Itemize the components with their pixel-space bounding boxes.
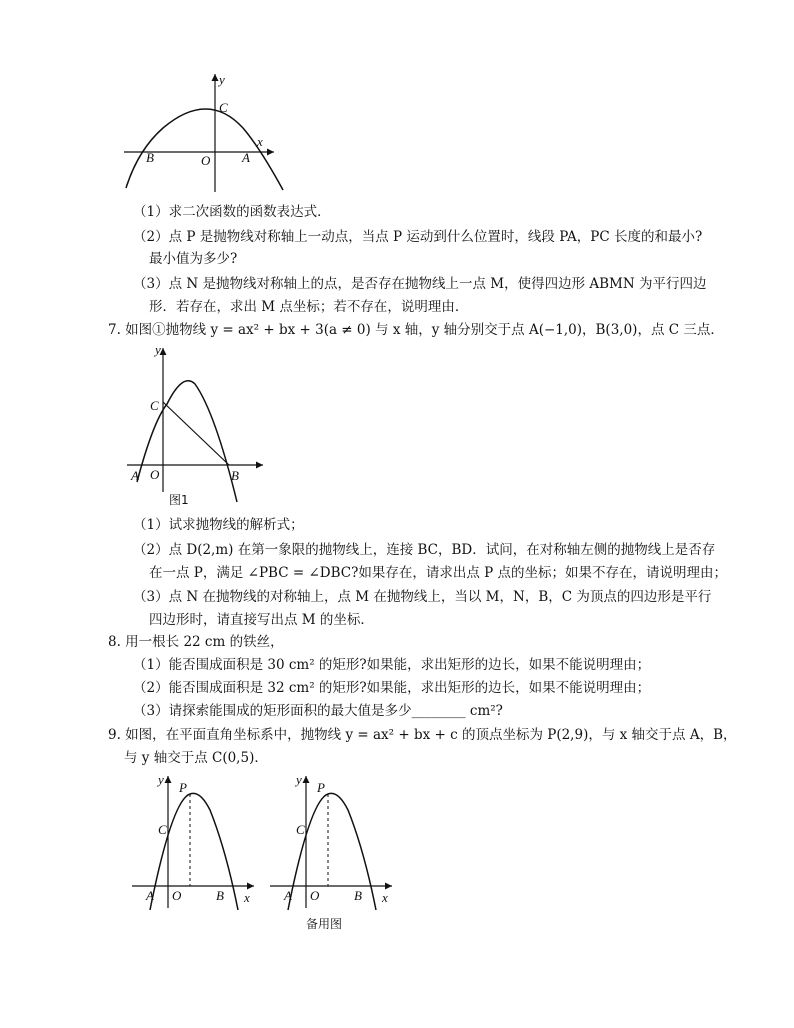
- p8-question-2: （2）能否围成面积是 32 cm² 的矩形?如果能，求出矩形的边长，如果不能说明理由；: [133, 680, 651, 696]
- origin-label: O: [150, 467, 160, 482]
- point-c-label: C: [219, 100, 228, 115]
- y-axis-label: y: [155, 342, 161, 357]
- p7-question-3-cont: 四边形时，请直接写出点 M 的坐标．: [149, 612, 374, 628]
- point-p-label: P: [179, 780, 187, 795]
- problem6-figure: [118, 70, 288, 195]
- origin-label: O: [201, 153, 211, 168]
- p7-question-3: （3）点 N 在抛物线的对称轴上，点 M 在抛物线上，当以 M，N，B，C 为顶点的四边形是平行: [133, 589, 712, 605]
- point-a-label: A: [131, 468, 139, 483]
- p9-stem-cont: 与 y 轴交于点 C(0,5)．: [124, 750, 268, 766]
- p7-stem: 7. 如图①抛物线 y = ax² + bx + 3(a ≠ 0) 与 x 轴，y 轴分别交于点 A(−1,0)，B(3,0)，点 C 三点．: [108, 322, 724, 338]
- origin-label: O: [310, 888, 320, 903]
- problem7-figure: [125, 342, 270, 512]
- x-axis-label: x: [382, 890, 388, 905]
- y-axis-label: y: [296, 772, 302, 787]
- p7-question-2-cont: 在一点 P，满足 ∠PBC = ∠DBC?如果存在，请求出点 P 点的坐标；如果不存在，请说明理由；: [149, 565, 727, 581]
- point-b-label: B: [231, 468, 239, 483]
- origin-label: O: [172, 888, 182, 903]
- point-p-label: P: [317, 780, 325, 795]
- point-b-label: B: [146, 150, 154, 165]
- segment-bc: [163, 402, 229, 465]
- point-a-label: A: [146, 888, 154, 903]
- p6-question-2-cont: 最小值为多少?: [149, 251, 238, 267]
- x-axis-label: x: [244, 890, 250, 905]
- point-a-label: A: [284, 888, 292, 903]
- p8-question-1: （1）能否围成面积是 30 cm² 的矩形?如果能，求出矩形的边长，如果不能说明理由；: [133, 657, 651, 673]
- y-axis-label: y: [219, 72, 225, 87]
- y-axis-label: y: [158, 772, 164, 787]
- p8-stem: 8. 用一根长 22 cm 的铁丝，: [108, 634, 284, 650]
- x-axis-label: x: [257, 134, 263, 149]
- p9-stem: 9. 如图，在平面直角坐标系中，抛物线 y = ax² + bx + c 的顶点坐标为 P(2,9)，与 x 轴交于点 A，B，: [108, 727, 737, 743]
- backup-figure-caption: 备用图: [306, 917, 343, 931]
- p6-question-3-cont: 形．若存在，求出 M 点坐标；若不存在，说明理由．: [149, 299, 469, 315]
- parabola-curve: [150, 793, 238, 910]
- point-c-label: C: [150, 398, 159, 413]
- problem9-backup-figure: [266, 770, 396, 935]
- p6-question-1: （1）求二次函数的函数表达式．: [133, 204, 331, 220]
- point-c-label: C: [158, 822, 167, 837]
- p6-question-3: （3）点 N 是抛物线对称轴上的点，是否存在抛物线上一点 M，使得四边形 ABMN 为平行四边: [133, 276, 707, 292]
- point-c-label: C: [296, 822, 305, 837]
- parabola-curve: [288, 793, 376, 910]
- p8-question-3: （3）请探索能围成的矩形面积的最大值是多少________ cm²?: [133, 703, 503, 719]
- point-b-label: B: [354, 888, 362, 903]
- figure-caption: 图1: [169, 493, 189, 507]
- point-b-label: B: [216, 888, 224, 903]
- point-a-label: A: [242, 150, 250, 165]
- p7-question-1: （1）试求抛物线的解析式；: [133, 517, 304, 533]
- p6-question-2: （2）点 P 是抛物线对称轴上一动点，当点 P 运动到什么位置时，线段 PA，PC 长度的和最小?: [133, 229, 703, 245]
- p7-question-2: （2）点 D(2,m) 在第一象限的抛物线上，连接 BC，BD．试问，在对称轴左侧的抛物线上是否存: [133, 542, 716, 558]
- problem9-figure: [128, 770, 258, 915]
